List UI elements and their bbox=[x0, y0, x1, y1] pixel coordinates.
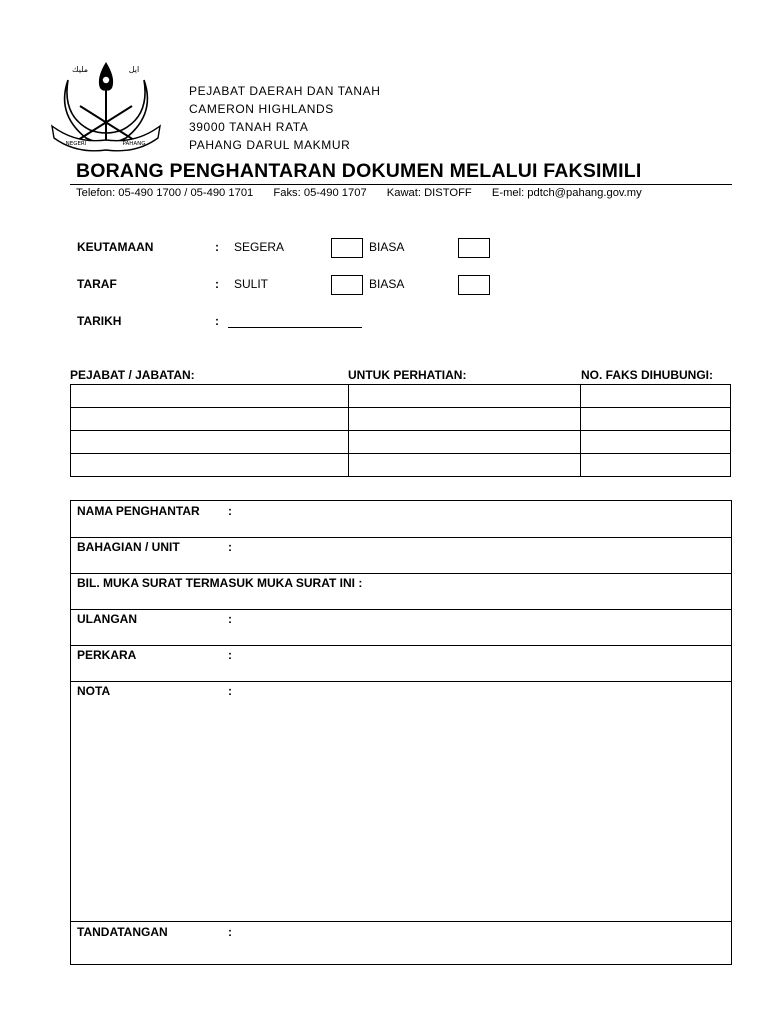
perkara-row[interactable] bbox=[71, 645, 731, 682]
keutamaan-label: KEUTAMAAN bbox=[77, 240, 154, 254]
table-row bbox=[71, 431, 731, 454]
table-row bbox=[71, 408, 731, 431]
form-title: BORANG PENGHANTARAN DOKUMEN MELALUI FAKSIMILI bbox=[76, 160, 642, 182]
segera-checkbox[interactable] bbox=[331, 238, 363, 258]
nota-colon: : bbox=[228, 684, 232, 698]
nama-penghantar-label: NAMA PENGHANTAR bbox=[77, 504, 200, 518]
faks-cell[interactable] bbox=[581, 454, 731, 477]
taraf-sulit-label: SULIT bbox=[234, 277, 269, 291]
keutamaan-biasa-checkbox[interactable] bbox=[458, 238, 490, 258]
bahagian-unit-colon: : bbox=[228, 540, 232, 554]
contact-telefon: Telefon: 05-490 1700 / 05-490 1701 bbox=[76, 187, 254, 199]
bil-muka-surat-label: BIL. MUKA SURAT TERMASUK MUKA SURAT INI : bbox=[77, 576, 363, 590]
taraf-colon: : bbox=[215, 277, 219, 291]
tandatangan-colon: : bbox=[228, 925, 232, 939]
table-row bbox=[71, 385, 731, 408]
faks-cell[interactable] bbox=[581, 408, 731, 431]
untuk-perhatian-header: UNTUK PERHATIAN: bbox=[348, 368, 467, 382]
nota-row[interactable] bbox=[71, 681, 731, 922]
tarikh-colon: : bbox=[215, 314, 219, 328]
crest-ribbon-right: PAHANG bbox=[122, 141, 146, 147]
sulit-checkbox[interactable] bbox=[331, 275, 363, 295]
address-line: PEJABAT DAERAH DAN TANAH bbox=[189, 84, 381, 98]
tarikh-label: TARIKH bbox=[77, 314, 122, 328]
keutamaan-colon: : bbox=[215, 240, 219, 254]
tandatangan-label: TANDATANGAN bbox=[77, 925, 168, 939]
recipient-table bbox=[70, 384, 731, 477]
pahang-crest-logo bbox=[46, 56, 166, 164]
ulangan-colon: : bbox=[228, 612, 232, 626]
crest-script-left: ﻣﻠﻴﻚ bbox=[71, 65, 89, 74]
bahagian-unit-row[interactable] bbox=[71, 537, 731, 574]
perhatian-cell[interactable] bbox=[348, 408, 581, 431]
perkara-label: PERKARA bbox=[77, 648, 137, 662]
pejabat-cell[interactable] bbox=[71, 385, 349, 408]
bil-muka-surat-row[interactable] bbox=[71, 573, 731, 610]
faks-cell[interactable] bbox=[581, 431, 731, 454]
title-divider bbox=[70, 184, 732, 185]
no-faks-header: NO. FAKS DIHUBUNGI: bbox=[581, 368, 713, 382]
address-line: 39000 TANAH RATA bbox=[189, 120, 309, 134]
keutamaan-segera-label: SEGERA bbox=[234, 240, 285, 254]
contact-line bbox=[76, 187, 642, 199]
bahagian-unit-label: BAHAGIAN / UNIT bbox=[77, 540, 180, 554]
nama-penghantar-row[interactable] bbox=[71, 501, 731, 538]
address-line: CAMERON HIGHLANDS bbox=[189, 102, 334, 116]
pejabat-cell[interactable] bbox=[71, 454, 349, 477]
address-line: PAHANG DARUL MAKMUR bbox=[189, 138, 351, 152]
crest-script-right: ﺍﻳﻞ bbox=[128, 65, 140, 74]
perkara-colon: : bbox=[228, 648, 232, 662]
ulangan-row[interactable] bbox=[71, 609, 731, 646]
contact-email: E-mel: pdtch@pahang.gov.my bbox=[491, 187, 642, 199]
pejabat-jabatan-header: PEJABAT / JABATAN: bbox=[70, 368, 195, 382]
pejabat-cell[interactable] bbox=[71, 408, 349, 431]
ulangan-label: ULANGAN bbox=[77, 612, 137, 626]
tarikh-input-line[interactable] bbox=[228, 327, 362, 328]
perhatian-cell[interactable] bbox=[348, 431, 581, 454]
pejabat-cell[interactable] bbox=[71, 431, 349, 454]
nama-penghantar-colon: : bbox=[228, 504, 232, 518]
contact-kawat: Kawat: DISTOFF bbox=[386, 187, 472, 199]
perhatian-cell[interactable] bbox=[348, 454, 581, 477]
keutamaan-biasa-label: BIASA bbox=[369, 240, 405, 254]
contact-faks: Faks: 05-490 1707 bbox=[273, 187, 367, 199]
faks-cell[interactable] bbox=[581, 385, 731, 408]
taraf-label: TARAF bbox=[77, 277, 117, 291]
office-address bbox=[189, 82, 381, 154]
taraf-biasa-label: BIASA bbox=[369, 277, 405, 291]
tandatangan-row[interactable] bbox=[71, 922, 731, 964]
perhatian-cell[interactable] bbox=[348, 385, 581, 408]
table-row bbox=[71, 454, 731, 477]
crest-ribbon-left: NEGERI bbox=[65, 141, 87, 147]
nota-label: NOTA bbox=[77, 684, 111, 698]
taraf-biasa-checkbox[interactable] bbox=[458, 275, 490, 295]
sender-details-table bbox=[70, 500, 732, 965]
